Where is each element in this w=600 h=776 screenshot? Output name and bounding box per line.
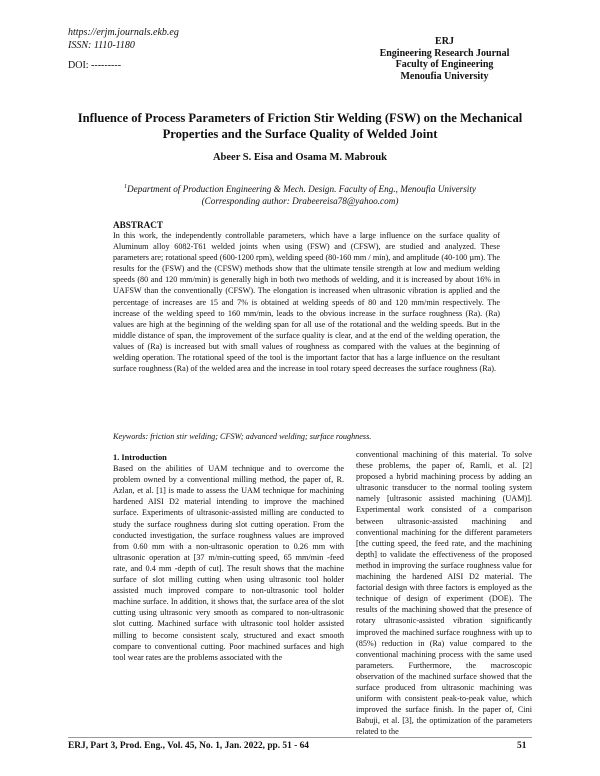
affiliation-department: Department of Production Engineering & Mech. Design. Faculty of Eng., Menoufia University	[127, 184, 476, 195]
footer-citation: ERJ, Part 3, Prod. Eng., Vol. 45, No. 1, Jan. 2022, pp. 51 - 64	[68, 741, 309, 751]
abstract-text: In this work, the independently controllable parameters, which have a large influence on the surface quality of Aluminum alloy 6082-T61 welded joints when using (FSW) and (CFSW), are studied and analyzed. These parameters are; rotational speed (600-1200 rpm), welding speed (80-160 mm / min), and amplitude (40-100 µm). The results for the (FSW) and the (CFSW) methods show that the ultimate tensile strength at low and medium welding speeds (80 and 120 mm/min) is generally high in both two methods of welding, and it is increased by about 16% in UAFSW than the conventionally (CFSW). The elongation is increased when ultrasonic vibration is applied and the percentage of increases are 15 and 7% is obtained at welding speeds of 80 and 120 mm/min respectively. The increase of the welding speed to 160 mm/min, leads to the obvious increase in the surface roughness (Ra). (Ra) values are high at the beginning of the welding span for all use of the rotational and the welding speeds. But in the middle distance of span, the improvement of the surface quality is clear, and at the end of the welding operation, the values of (Ra) is increased but with small values of roughness as compared with the values at the beginning of welding operation. The rotational speed of the tool is the important factor that has a large influence on the resultant surface roughness (Ra) of the welded area and the increase in tool rotary speed decreases the surface roughness (Ra).	[113, 231, 500, 374]
footer-divider	[68, 737, 532, 738]
body-column-left	[113, 451, 344, 663]
corresponding-author: (Corresponding author: Drabeereisa78@yahoo.com)	[201, 196, 399, 207]
university-name: Menoufia University	[400, 70, 489, 82]
abstract-heading: ABSTRACT	[113, 220, 164, 230]
header-left	[68, 26, 179, 72]
page-number: 51	[517, 741, 527, 751]
journal-name: Engineering Research Journal	[379, 47, 510, 59]
introduction-text-right: conventional machining of this material. To solve these problems, the paper of, Ramli, et al. [2] proposed a hybrid machining process by adding an ultrasonic transducer to the normal tooling system namely [ultrasonic assisted machining (UAM)]. Experimental work consisted of a comparison between ultrasonic-assisted machining and conventional machining for the different parameters [the cutting speed, the feed rate, and the machining depth] to validate the effectiveness of the proposed method in improving the surface roughness value for machining the hardened AISI D2 material. The factorial design with three factors is employed as the technique of design of experiment (DOE). The results of the machining showed that the presence of rotary ultrasonic-assisted vibration significantly improved the machined surface roughness with up to (85%) reduction in (Ra) value compared to the conventional machining process with the same used parameters. Furthermore, the macroscopic observation of the machined surface showed that the surface produced from ultrasonic machining was uniform with consistent peak-to-peak value, which improved the surface finish. In the paper of, Cini Babuji, et al. [3], the optimization of the parameters related to the	[356, 450, 532, 737]
introduction-text-left: Based on the abilities of UAM technique and to overcome the problem owned by a conventional milling method, the paper of, R. Azlan, et al. [1] is made to assess the UAM technique for machining hardened AISI D2 material intending to improve the machined surface. Experiments of ultrasonic-assisted milling are conducted to study the surface roughness during slot cutting operation. From the conducted investigation, the surface roughness values are improved from 0.60 mm with a non-ultrasonic operation to 0.26 mm with ultrasonic operation at [37 m/min-cutting speed, 65 mm/min -feed rate, and 0.4 mm -depth of cut]. The result shows that the machine surface of slot milling cutting when using ultrasonic tool holder assisted much improved compare to non-ultrasonic tool holder machine surface. In addition, it shows that, the surface area of the slot cutting using ultrasonic very smooth as compared to non-ultrasonic slot cutting. Machined surface with ultrasonic tool holder assisted milling to become consistent scaly, structured and exact smooth compare to conventional cutting. Poor machined surfaces and high tool wear rates are the problems associated with the	[113, 464, 344, 662]
doi: DOI: ---------	[68, 60, 122, 71]
introduction-heading: 1. Introduction	[113, 453, 167, 462]
faculty-name: Faculty of Engineering	[395, 59, 494, 70]
journal-url[interactable]: https://erjm.journals.ekb.eg	[68, 27, 179, 38]
affiliation	[60, 181, 540, 207]
affiliation-marker: 1	[124, 184, 128, 190]
keywords: Keywords: friction stir welding; CFSW; advanced welding; surface roughness.	[113, 432, 372, 441]
journal-abbr: ERJ	[435, 36, 454, 47]
body-column-right	[356, 449, 532, 737]
paper-title: Influence of Process Parameters of Friction Stir Welding (FSW) on the Mechanical Properties and the Surface Quality of Welded Joint	[77, 111, 523, 141]
paper-authors: Abeer S. Eisa and Osama M. Mabrouk	[212, 152, 388, 163]
issn: ISSN: 1110-1180	[68, 40, 135, 51]
header-right	[352, 36, 537, 82]
